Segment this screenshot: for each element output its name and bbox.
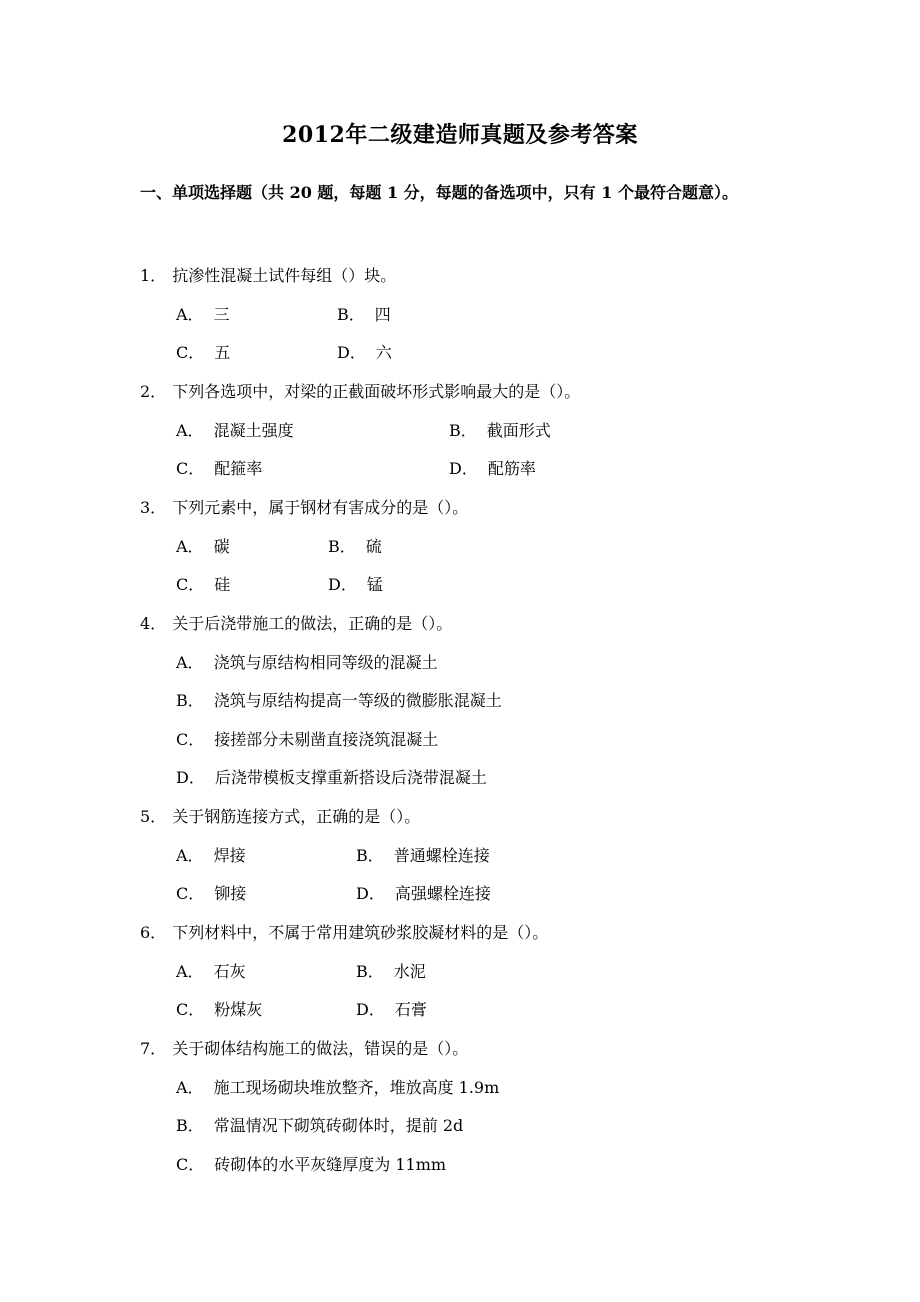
- option-text: 施工现场砌块堆放整齐，堆放高度 1.9m: [213, 1078, 500, 1097]
- option-b: [449, 420, 551, 442]
- option-letter: A．: [176, 962, 204, 981]
- option-letter: A．: [176, 305, 204, 324]
- question-number: 6．: [140, 923, 167, 942]
- option-letter: B．: [176, 691, 204, 710]
- question-number: 4．: [140, 614, 167, 633]
- option-b: [356, 845, 490, 867]
- option-text: 砖砌体的水平灰缝厚度为 11mm: [214, 1155, 447, 1174]
- option-a: [176, 1077, 499, 1099]
- option-text: 碳: [213, 537, 230, 556]
- option-letter: D．: [356, 884, 385, 903]
- question-text: 关于钢筋连接方式，正确的是（）。: [172, 807, 421, 826]
- option-text: 配筋率: [487, 459, 536, 478]
- option-a: [176, 536, 230, 558]
- option-a: [176, 420, 294, 442]
- option-letter: A．: [176, 537, 204, 556]
- section-heading: 一、单项选择题（共 20 题，每题 1 分，每题的备选项中，只有 1 个最符合题意）。: [140, 183, 738, 202]
- option-letter: C．: [176, 884, 205, 903]
- option-letter: A．: [176, 846, 204, 865]
- question-5: [140, 806, 420, 828]
- option-b: [337, 304, 391, 326]
- option-letter: A．: [176, 421, 204, 440]
- question-text: 抗渗性混凝土试件每组（）块。: [172, 266, 397, 285]
- option-text: 混凝土强度: [213, 421, 294, 440]
- page-title: 2012年二级建造师真题及参考答案: [282, 122, 638, 148]
- question-text: 关于砌体结构施工的做法，错误的是（）。: [172, 1039, 469, 1058]
- option-c: [176, 999, 262, 1021]
- option-text: 六: [375, 343, 392, 362]
- option-c: [176, 458, 262, 480]
- option-text: 浇筑与原结构提高一等级的微膨胀混凝土: [213, 691, 502, 710]
- question-3: [140, 497, 468, 519]
- option-a: [176, 961, 246, 983]
- option-text: 水泥: [393, 962, 426, 981]
- question-number: 2．: [140, 382, 167, 401]
- question-number: 5．: [140, 807, 167, 826]
- option-b: [176, 690, 502, 712]
- option-b: [356, 961, 426, 983]
- option-a: [176, 304, 230, 326]
- option-letter: C．: [176, 459, 205, 478]
- option-c: [176, 1154, 446, 1176]
- option-text: 五: [214, 343, 231, 362]
- option-text: 接搓部分未剔凿直接浇筑混凝土: [214, 730, 439, 749]
- option-letter: D．: [449, 459, 478, 478]
- option-text: 配箍率: [214, 459, 263, 478]
- option-text: 锰: [366, 575, 383, 594]
- question-4: [140, 613, 452, 635]
- question-2: [140, 381, 580, 403]
- option-c: [176, 883, 246, 905]
- question-text: 下列元素中，属于钢材有害成分的是（）。: [172, 498, 469, 517]
- question-7: [140, 1038, 468, 1060]
- option-d: [328, 574, 383, 596]
- option-letter: D．: [176, 768, 205, 787]
- option-text: 三: [213, 305, 230, 324]
- question-text: 关于后浇带施工的做法，正确的是（）。: [172, 614, 453, 633]
- option-letter: D．: [356, 1000, 385, 1019]
- option-letter: D．: [328, 575, 357, 594]
- option-text: 后浇带模板支撑重新搭设后浇带混凝土: [214, 768, 487, 787]
- option-letter: B．: [176, 1116, 204, 1135]
- option-letter: C．: [176, 575, 205, 594]
- option-d: [337, 342, 392, 364]
- option-letter: B．: [337, 305, 365, 324]
- option-text: 石灰: [213, 962, 246, 981]
- option-text: 常温情况下砌筑砖砌体时，提前 2d: [213, 1116, 464, 1135]
- question-6: [140, 922, 548, 944]
- option-text: 硅: [214, 575, 231, 594]
- question-text: 下列材料中，不属于常用建筑砂浆胶凝材料的是（）。: [172, 923, 549, 942]
- option-text: 截面形式: [486, 421, 551, 440]
- option-letter: C．: [176, 1155, 205, 1174]
- question-number: 3．: [140, 498, 167, 517]
- option-letter: B．: [356, 846, 384, 865]
- option-text: 焊接: [213, 846, 246, 865]
- option-b: [328, 536, 382, 558]
- question-number: 7．: [140, 1039, 167, 1058]
- option-d: [449, 458, 536, 480]
- option-c: [176, 729, 438, 751]
- option-d: [176, 767, 487, 789]
- option-a: [176, 845, 246, 867]
- option-a: [176, 652, 438, 674]
- question-1: [140, 265, 396, 287]
- option-c: [176, 342, 230, 364]
- option-letter: C．: [176, 1000, 205, 1019]
- option-b: [176, 1115, 463, 1137]
- option-letter: B．: [356, 962, 384, 981]
- option-letter: A．: [176, 653, 204, 672]
- question-number: 1．: [140, 266, 167, 285]
- option-d: [356, 883, 491, 905]
- option-letter: B．: [328, 537, 356, 556]
- option-text: 铆接: [214, 884, 247, 903]
- option-text: 浇筑与原结构相同等级的混凝土: [213, 653, 438, 672]
- option-c: [176, 574, 230, 596]
- option-letter: B．: [449, 421, 477, 440]
- option-text: 普通螺栓连接: [393, 846, 490, 865]
- option-letter: C．: [176, 730, 205, 749]
- option-text: 硫: [365, 537, 382, 556]
- option-text: 四: [374, 305, 391, 324]
- question-text: 下列各选项中，对梁的正截面破坏形式影响最大的是（）。: [172, 382, 581, 401]
- option-text: 石膏: [394, 1000, 427, 1019]
- option-letter: A．: [176, 1078, 204, 1097]
- option-text: 粉煤灰: [214, 1000, 263, 1019]
- option-letter: C．: [176, 343, 205, 362]
- option-letter: D．: [337, 343, 366, 362]
- option-d: [356, 999, 427, 1021]
- option-text: 高强螺栓连接: [394, 884, 491, 903]
